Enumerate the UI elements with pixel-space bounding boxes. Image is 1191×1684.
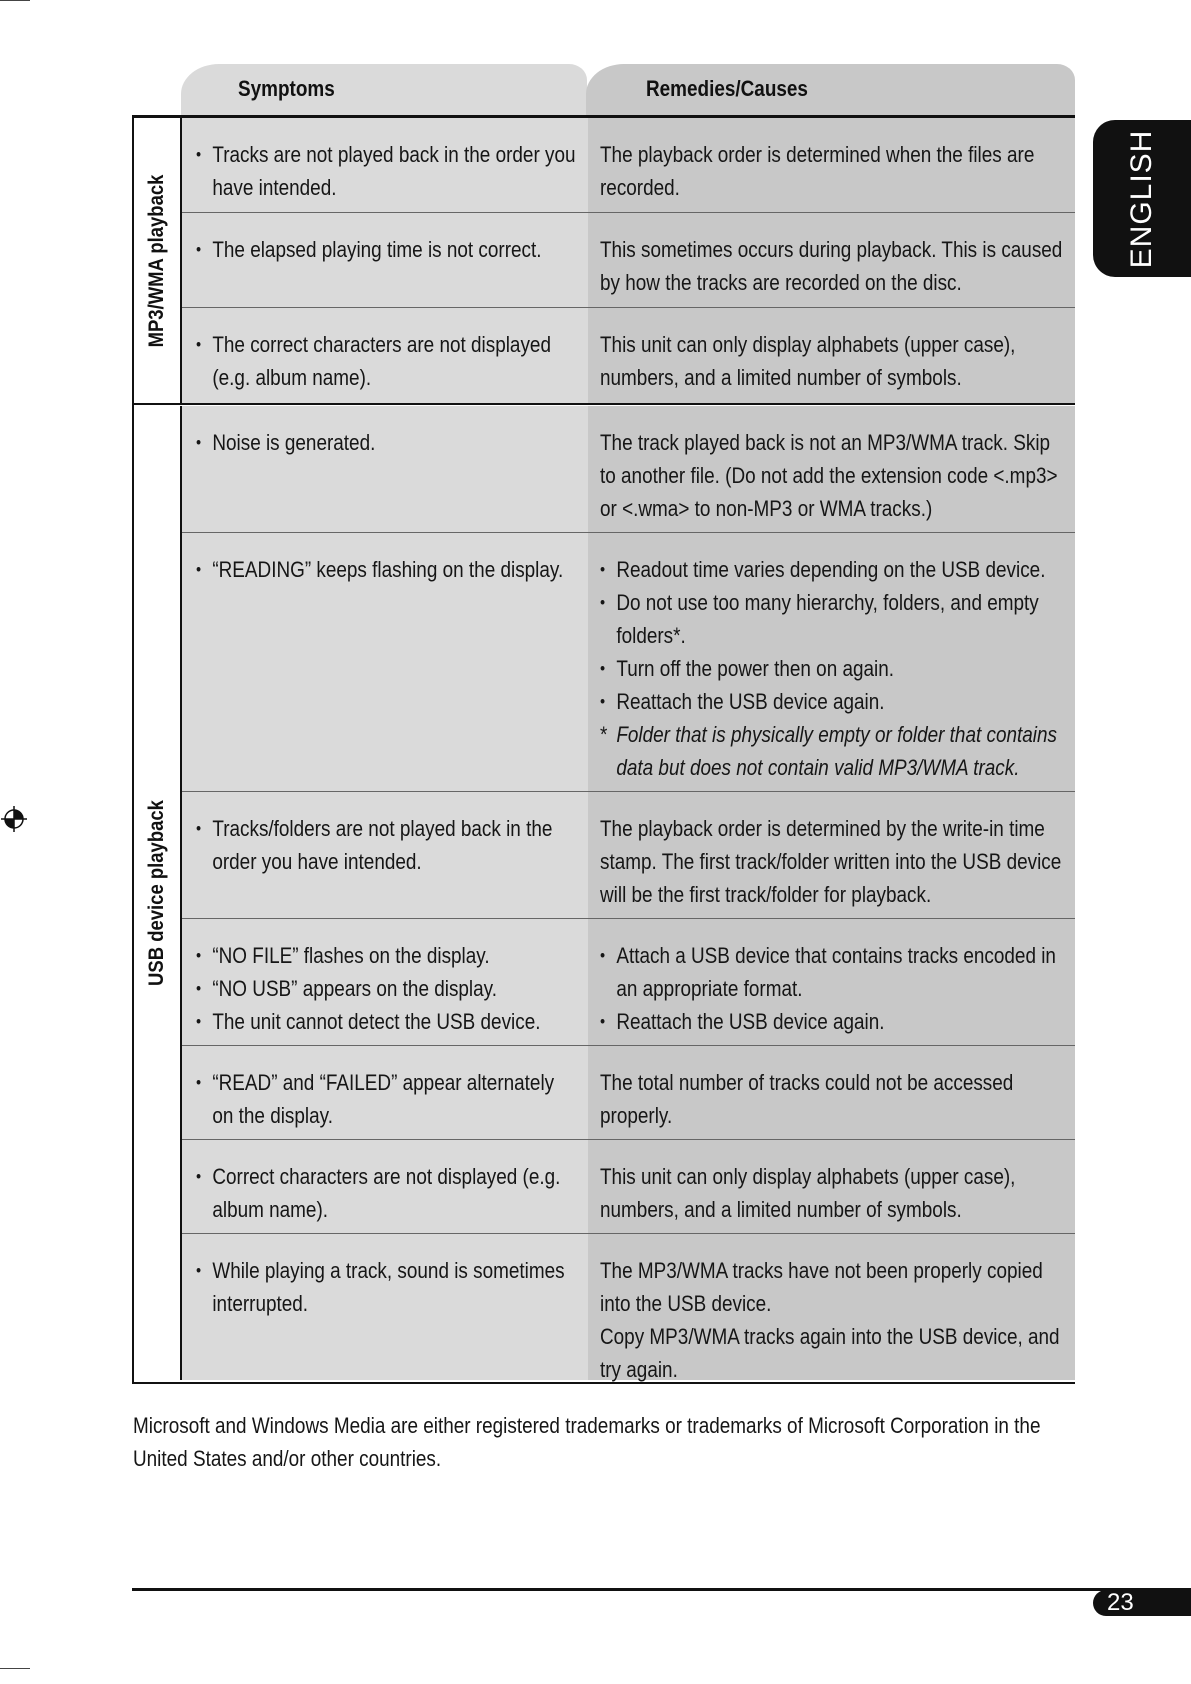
remedy-item: • Reattach the USB device again. — [600, 685, 1064, 718]
group-label-mp3-wma: MP3/WMA playback — [145, 174, 168, 348]
remedy-cell — [588, 792, 1075, 918]
symptom-text: • “READ” and “FAILED” appear alternately on the display. — [196, 1066, 577, 1132]
remedy-item: • Do not use too many hierarchy, folders, and empty folders*. — [600, 586, 1064, 652]
remedy-text: This unit can only display alphabets (upper case), numbers, and a limited number of symbols. — [600, 1164, 1016, 1222]
symptom-cell — [182, 406, 588, 532]
symptom-text: • While playing a track, sound is sometimes interrupted. — [196, 1254, 577, 1320]
language-tab — [1093, 120, 1191, 277]
remedy-text: This unit can only display alphabets (upper case), numbers, and a limited number of symbols. — [600, 332, 1016, 390]
remedy-text: The playback order is determined by the write-in time stamp. The first track/folder written into the USB device will be the first track/folder for playback. — [600, 816, 1062, 907]
remedy-cell — [588, 533, 1075, 791]
symptom-text: • The correct characters are not displayed (e.g. album name). — [196, 328, 577, 394]
remedy-item: • Attach a USB device that contains tracks encoded in an appropriate format. — [600, 939, 1064, 1005]
symptom-cell — [182, 1046, 588, 1139]
remedy-text: Copy MP3/WMA tracks again into the USB device, and try again. — [600, 1324, 1060, 1382]
group-separator — [132, 403, 1075, 405]
symptom-cell — [182, 1234, 588, 1380]
symptom-cell — [182, 533, 588, 791]
symptom-text: • Tracks are not played back in the order you have intended. — [196, 138, 577, 204]
remedy-footnote: * Folder that is physically empty or folder that contains data but does not contain valid MP3/WMA track. — [600, 718, 1064, 784]
symptom-text: • “NO USB” appears on the display. — [196, 972, 577, 1005]
symptom-cell — [182, 213, 588, 307]
symptom-text: • “READING” keeps flashing on the display. — [196, 553, 577, 586]
remedy-item: • Reattach the USB device again. — [600, 1005, 1064, 1038]
trademark-note: Microsoft and Windows Media are either registered trademarks or trademarks of Microsoft Corporation in the United States and/or other countries. — [133, 1413, 1041, 1471]
footer-rule — [132, 1588, 1191, 1591]
symptom-text: • Noise is generated. — [196, 426, 577, 459]
crop-mark-top-left — [0, 0, 30, 1]
remedy-text: The total number of tracks could not be accessed properly. — [600, 1070, 1014, 1128]
remedy-cell — [588, 919, 1075, 1045]
remedies-column-header — [586, 64, 1075, 118]
group-label-usb: USB device playback — [145, 800, 168, 986]
registration-mark-icon — [1, 806, 27, 832]
symptom-cell — [182, 308, 588, 404]
troubleshooting-table — [132, 115, 1075, 1384]
remedy-cell — [588, 1140, 1075, 1233]
symptom-cell — [182, 792, 588, 918]
symptom-cell — [182, 919, 588, 1045]
remedy-cell — [588, 213, 1075, 307]
remedy-item: • Readout time varies depending on the USB device. — [600, 553, 1064, 586]
crop-mark-bottom-left — [0, 1668, 30, 1669]
symptom-text: • Tracks/folders are not played back in the order you have intended. — [196, 812, 577, 878]
remedy-cell — [588, 1046, 1075, 1139]
remedy-cell — [588, 308, 1075, 404]
symptoms-column-header — [181, 64, 587, 118]
symptom-cell — [182, 1140, 588, 1233]
remedy-text: The MP3/WMA tracks have not been properly copied into the USB device. — [600, 1258, 1043, 1316]
remedy-cell — [588, 118, 1075, 212]
remedy-text: The track played back is not an MP3/WMA track. Skip to another file. (Do not add the extension code <.mp3> or <.wma> to non-MP3 or WMA tracks.) — [600, 430, 1058, 521]
symptoms-header-label: Symptoms — [238, 76, 335, 101]
symptom-text: • The unit cannot detect the USB device. — [196, 1005, 577, 1038]
remedy-text: This sometimes occurs during playback. This is caused by how the tracks are recorded on the disc. — [600, 237, 1063, 295]
remedy-cell — [588, 406, 1075, 532]
page-number: 23 — [1107, 1589, 1134, 1616]
language-tab-label: ENGLISH — [1125, 129, 1158, 268]
remedies-header-label: Remedies/Causes — [646, 76, 808, 101]
symptom-text: • Correct characters are not displayed (e.g. album name). — [196, 1160, 577, 1226]
remedy-text: The playback order is determined when the files are recorded. — [600, 142, 1035, 200]
remedy-cell — [588, 1234, 1075, 1380]
page-number-badge — [1093, 1590, 1191, 1616]
symptom-text: • The elapsed playing time is not correct. — [196, 233, 577, 266]
remedy-item: • Turn off the power then on again. — [600, 652, 1064, 685]
symptom-cell — [182, 118, 588, 212]
symptom-text: • “NO FILE” flashes on the display. — [196, 939, 577, 972]
